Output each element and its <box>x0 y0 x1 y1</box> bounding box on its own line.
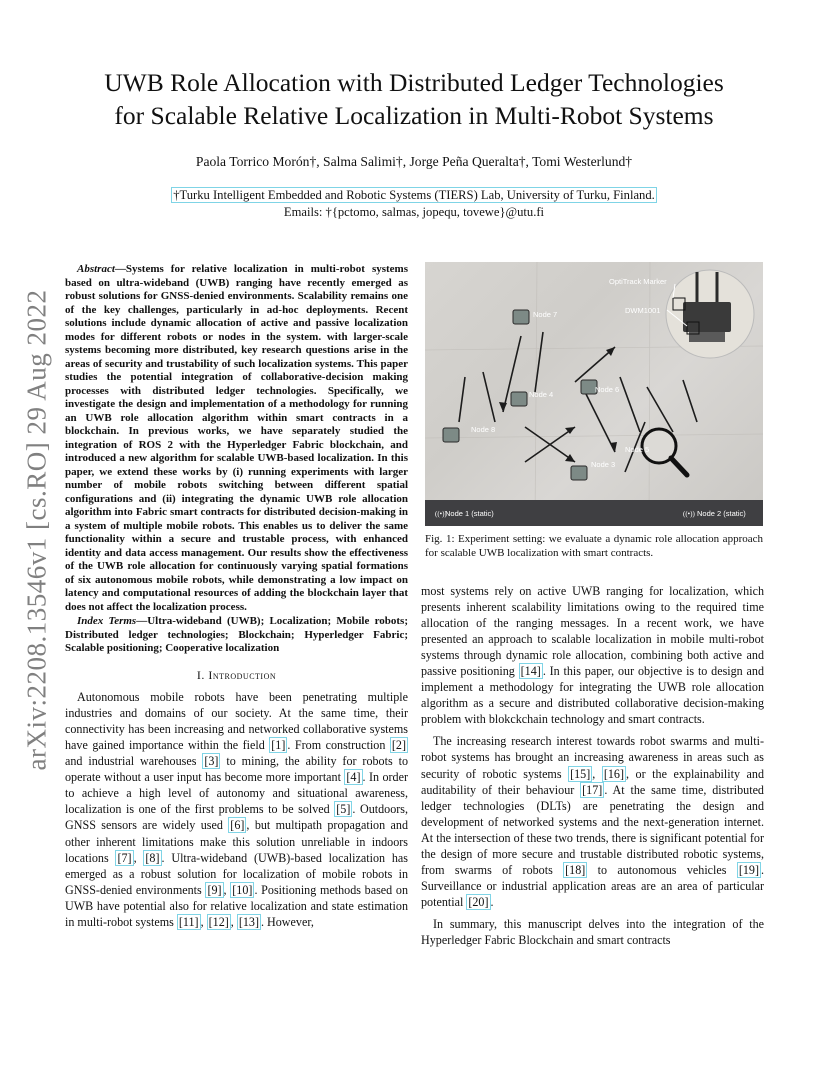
section-title: Introduction <box>208 667 277 682</box>
label-dwm: DWM1001 <box>625 306 661 315</box>
experiment-photo <box>425 262 763 526</box>
intro-paragraph: Autonomous mobile robots have been penetrating multiple industries and domains of our society. At the same time, their connectivity has been increasing and networked collaborative systems have gained importance within the field [1] . From construction [2] and industrial warehouses [3] to mining, the ability for robots to operate without a user input has become more important [4] . In order to achieve a high level of autonomy and situational awareness, localization is one of the first problems to be solved [5] . Outdoors, GNSS sensors are widely used [6] , but multipath propagation and other inherent limitations make this solution unreliable in indoors locations [7] , [8] . Ultra-wideband (UWB)-based localization has emerged as a robust solution for localization of mobile robots in GNSS-denied environments [9] , [10] . Positioning methods based on UWB have potential also for relative localization and state estimation in multi-robot systems [11] , [12] , [13] . However, <box>65 690 409 929</box>
experiment-figure <box>425 262 763 526</box>
citation-link[interactable]: [16] <box>603 766 624 781</box>
abstract-text: —Systems for relative localization in multi-robot systems based on ultra-wideband (UWB) ranging have recently emerged as robust solutions for GNSS-denied environments. Scalability remains one of the key challenges, particularly in ad-hoc deployments. Recent solutions include dynamic allocation of active and passive localization modes for different robots or nodes in the system. with larger-scale systems becoming more distributed, key research questions arise in the areas of security and trustability of such localization systems. This paper studies the potential integration of collaborative-decision making processes with distributed ledger technologies. Specifically, we investigate the design and implementation of a methodology for running an UWB role allocation algorithm within smart contracts in a blockchain. In previous works, we have separately studied the integration of ROS 2 with the Hyperledger Fabric blockchain, and introduced a new algorithm for scalable UWB-based localization. In this paper, we extend these works by (i) running experiments with larger number of mobile robots switching between different spatial configurations and (ii) integrating the dynamic UWB role allocation algorithm into Fabric smart contracts for distributed decision-making in a system of multiple mobile robots. This enables us to deliver the same functionality within a secure and trustable process, with enhanced identity and data access management. Our results show the effectiveness of the UWB role allocation for continuously varying spatial formations of six autonomous mobile robots, while demonstrating a low impact on latency and computational resources of adding the blockchain layer that does not affect the localization process. <box>65 263 408 613</box>
citation-link[interactable]: [20] <box>468 894 489 909</box>
citation-link[interactable]: [8] <box>145 850 160 865</box>
figure-caption: Fig. 1: Experiment setting: we evaluate a dynamic role allocation approach for scalable UWB localization with smart contracts. <box>425 533 763 559</box>
index-terms <box>65 615 408 656</box>
author-emails: Emails: †{pctomo, salmas, jopequ, tovewe}@utu.fi <box>283 205 545 219</box>
citation-link[interactable]: [13] <box>238 914 259 929</box>
citation-link[interactable]: [18] <box>565 862 586 877</box>
affiliation-block <box>60 187 768 221</box>
citation-link[interactable]: [3] <box>204 754 219 769</box>
author-list: Paola Torrico Morón†, Salma Salimi†, Jorge Peña Queralta†, Tomi Westerlund† <box>195 154 633 169</box>
robot-markers <box>443 310 597 480</box>
abstract-label: Abstract <box>77 263 115 275</box>
citation-link[interactable]: [4] <box>346 770 361 785</box>
title-line-2: for Scalable Relative Localization in Multi-Robot Systems <box>114 101 714 130</box>
section-heading <box>65 668 408 684</box>
citation-link[interactable]: [2] <box>391 738 406 753</box>
paper-title <box>60 66 768 132</box>
label-node2: Node 2 (static) <box>697 509 746 518</box>
citation-link[interactable]: [11] <box>178 914 199 929</box>
right-paragraph-2: The increasing research interest towards robot swarms and multi-robot systems has brought an increasing awareness in areas such as security of robotic systems [15] , [16] , or the explainability and auditability of their behaviour [17] . At the same time, distributed ledger technologies (DLTs) are penetrating the design and development of networked systems and the next-generation internet. At the intersection of these two trends, there is significant potential for the design of more secure and trustable distributed robotic systems, from swarms of robots [18] to autonomous vehicles [19] . Surveillance or industrial application areas are an area of particular potential [20] . <box>421 734 765 909</box>
citation-link[interactable]: [14] <box>520 664 541 679</box>
citation-link[interactable]: [12] <box>208 914 229 929</box>
label-node7: Node 7 <box>533 310 558 319</box>
uwb-icon: ((•)) <box>683 510 695 518</box>
citation-link[interactable]: [9] <box>207 882 222 897</box>
left-column <box>65 263 408 930</box>
right-column <box>421 583 764 948</box>
citation-link[interactable]: [1] <box>271 738 286 753</box>
affiliation-link[interactable]: †Turku Intelligent Embedded and Robotic Systems (TIERS) Lab, University of Turku, Finland. <box>173 188 655 202</box>
abstract <box>65 263 408 614</box>
label-node6: Node 6 <box>595 385 620 394</box>
label-node3: Node 3 <box>591 460 616 469</box>
label-optitrack: OptiTrack Marker <box>609 277 667 286</box>
citation-link[interactable]: [6] <box>230 818 245 833</box>
introduction-body <box>65 689 408 930</box>
right-paragraph-3: In summary, this manuscript delves into the integration of the Hyperledger Fabric Blockchain and smart contracts <box>421 916 764 947</box>
title-line-1: UWB Role Allocation with Distributed Ledger Technologies <box>104 68 724 97</box>
citation-link[interactable]: [15] <box>570 766 591 781</box>
index-terms-text: —Ultra-wideband (UWB); Localization; Mobile robots; Distributed ledger technologies; Blockchain; Hyperledger Fabric; Scalable positioning; Cooperative localization <box>65 615 408 654</box>
uwb-icon: ((•)) <box>435 510 447 518</box>
citation-link[interactable]: [10] <box>232 882 253 897</box>
citation-link[interactable]: [19] <box>738 862 759 877</box>
label-node1: Node 1 (static) <box>445 509 494 518</box>
index-terms-label: Index Terms <box>77 615 137 627</box>
arxiv-stamp <box>22 280 52 780</box>
citation-link[interactable]: [17] <box>582 782 603 797</box>
citation-link[interactable]: [7] <box>117 850 132 865</box>
label-node8: Node 8 <box>471 425 496 434</box>
citation-link[interactable]: [5] <box>336 802 351 817</box>
label-node5: Node 5 <box>625 445 650 454</box>
arxiv-stamp-text: arXiv:2208.13546v1 [cs.RO] 29 Aug 2022 <box>21 289 52 771</box>
right-paragraph-1: most systems rely on active UWB ranging for localization, which presents inherent scalability limitations owing to the required time allocation of the ranging messages. In a recent work, we have presented an approach to scalable localization in mobile multi-robot systems through dynamic role allocation, combining both active and passive positioning [14] . In this paper, our objective is to design and implement a methodology for integrating the UWB role allocation algorithm as a secure and distributed collaborative decision-making problem with blokckchain technology and smart contracts. <box>421 584 765 727</box>
section-numeral: I. <box>196 667 205 682</box>
label-node4: Node 4 <box>529 390 554 399</box>
